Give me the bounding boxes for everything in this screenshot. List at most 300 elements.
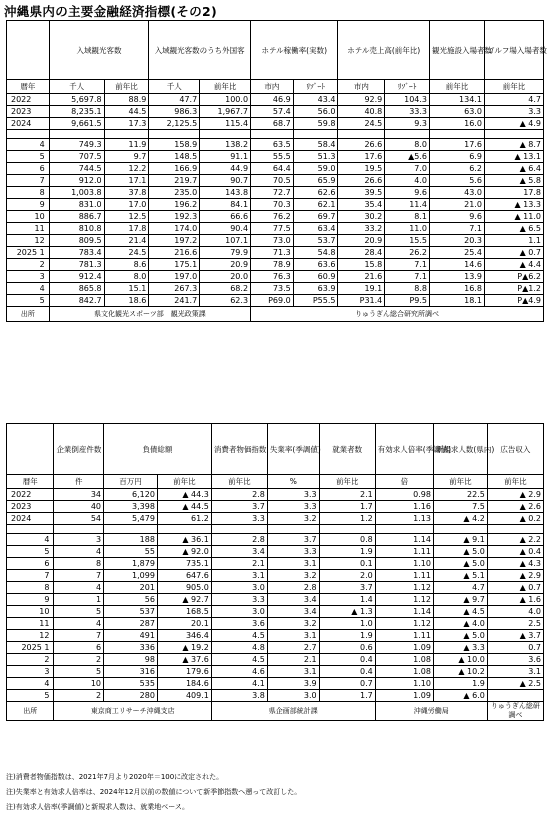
value-cell: 3.7 [267, 534, 319, 546]
source-ryugin: りゅうぎん総研調べ [487, 702, 543, 721]
table-row [7, 654, 544, 666]
value-cell: ▲ 4.5 [433, 606, 487, 618]
source-ryugin: りゅうぎん総合研究所調べ [251, 307, 544, 322]
header-foreign-visitors: 入域観光客数のうち外国客 [149, 21, 251, 80]
value-cell: 59.8 [293, 118, 338, 130]
value-cell: 166.9 [149, 163, 200, 175]
value-cell: 20.1 [157, 618, 211, 630]
value-cell: 91.1 [200, 151, 251, 163]
value-cell: ▲ 3.7 [487, 630, 543, 642]
value-cell: 0.7 [487, 642, 543, 654]
table-row [7, 546, 544, 558]
value-cell: 148.5 [149, 151, 200, 163]
value-cell: 1.2 [319, 513, 375, 525]
table-row [7, 271, 544, 283]
value-cell: 17.8 [484, 187, 543, 199]
value-cell: ▲ 4.0 [433, 618, 487, 630]
value-cell: 1.11 [375, 630, 433, 642]
value-cell: 3.0 [211, 582, 267, 594]
period-cell: 12 [7, 235, 50, 247]
table-row [7, 211, 544, 223]
value-cell: 1.7 [319, 501, 375, 513]
value-cell: 158.9 [149, 139, 200, 151]
value-cell: 4.1 [211, 678, 267, 690]
value-cell: 46.9 [251, 94, 294, 106]
value-cell [200, 130, 251, 139]
table-row [7, 118, 544, 130]
value-cell: 1.09 [375, 642, 433, 654]
value-cell: 0.4 [319, 666, 375, 678]
header-cpi: 消費者物価指数 [211, 424, 267, 475]
subheader-cell: 暦年 [7, 475, 54, 489]
period-cell: 5 [7, 151, 50, 163]
table-row [7, 582, 544, 594]
value-cell: 1.9 [433, 678, 487, 690]
value-cell: 30.2 [338, 211, 385, 223]
value-cell: 51.3 [293, 151, 338, 163]
value-cell: 14.6 [430, 259, 485, 271]
value-cell [49, 130, 104, 139]
table-row [7, 594, 544, 606]
value-cell: 905.0 [157, 582, 211, 594]
value-cell: 53.7 [293, 235, 338, 247]
table-row [7, 175, 544, 187]
value-cell: 17.6 [430, 139, 485, 151]
value-cell: 184.6 [157, 678, 211, 690]
value-cell: 63.6 [293, 259, 338, 271]
value-cell: 175.1 [149, 259, 200, 271]
value-cell: 4 [54, 618, 104, 630]
value-cell [430, 130, 485, 139]
value-cell: P▲1.2 [484, 283, 543, 295]
value-cell: 16.0 [430, 118, 485, 130]
period-cell: 4 [7, 678, 54, 690]
value-cell: 3.0 [267, 690, 319, 702]
value-cell: 1.14 [375, 606, 433, 618]
value-cell: 0.98 [375, 489, 433, 501]
value-cell: 3.2 [267, 513, 319, 525]
subheader-cell: ﾘｿﾞｰﾄ [293, 80, 338, 94]
value-cell: 143.8 [200, 187, 251, 199]
value-cell: 3.1 [211, 570, 267, 582]
value-cell: 84.1 [200, 199, 251, 211]
value-cell: 92.9 [338, 94, 385, 106]
value-cell [104, 130, 149, 139]
subheader-cell: 前年比 [104, 80, 149, 94]
header-unemployment: 失業率(季調値) [267, 424, 319, 475]
value-cell: 64.4 [251, 163, 294, 175]
value-cell: 1.4 [319, 594, 375, 606]
value-cell: 2 [54, 690, 104, 702]
value-cell: 1.11 [375, 570, 433, 582]
value-cell: 886.7 [49, 211, 104, 223]
header-bankruptcies: 企業倒産件数 [54, 424, 104, 475]
value-cell: 138.2 [200, 139, 251, 151]
subheader-cell: 市内 [251, 80, 294, 94]
value-cell: 43.0 [430, 187, 485, 199]
subheader-cell: 前年比 [200, 80, 251, 94]
value-cell: 63.5 [251, 139, 294, 151]
table-row [7, 501, 544, 513]
value-cell: 33.2 [338, 223, 385, 235]
value-cell: 60.9 [293, 271, 338, 283]
value-cell: 100.0 [200, 94, 251, 106]
value-cell: 20.9 [200, 259, 251, 271]
value-cell: ▲ 6.4 [484, 163, 543, 175]
table-row [7, 223, 544, 235]
period-cell: 2023 [7, 501, 54, 513]
value-cell: 62.3 [200, 295, 251, 307]
value-cell: ▲ 92.7 [157, 594, 211, 606]
table-row [7, 513, 544, 525]
value-cell: 20.9 [338, 235, 385, 247]
value-cell: 3.4 [211, 546, 267, 558]
period-cell: 7 [7, 570, 54, 582]
value-cell: 5 [54, 606, 104, 618]
value-cell: 865.8 [49, 283, 104, 295]
value-cell: 17.0 [104, 199, 149, 211]
value-cell: 55.5 [251, 151, 294, 163]
value-cell: ▲ 4.9 [484, 118, 543, 130]
value-cell: ▲ 92.0 [157, 546, 211, 558]
source-label: 出所 [7, 307, 50, 322]
value-cell: 24.5 [338, 118, 385, 130]
period-cell: 4 [7, 534, 54, 546]
value-cell: 0.7 [319, 678, 375, 690]
value-cell: 2.5 [487, 618, 543, 630]
value-cell: 188 [104, 534, 158, 546]
value-cell: 316 [104, 666, 158, 678]
value-cell: 54 [54, 513, 104, 525]
value-cell [267, 525, 319, 534]
subheader-cell: 件 [54, 475, 104, 489]
value-cell: 707.5 [49, 151, 104, 163]
value-cell: 9.6 [430, 211, 485, 223]
value-cell: 3.1 [267, 666, 319, 678]
value-cell: 409.1 [157, 690, 211, 702]
value-cell: 115.4 [200, 118, 251, 130]
value-cell: 1.08 [375, 654, 433, 666]
value-cell: 219.7 [149, 175, 200, 187]
corner-cell [7, 21, 50, 80]
value-cell: 3.6 [211, 618, 267, 630]
value-cell: 1,967.7 [200, 106, 251, 118]
period-cell: 2025 1 [7, 642, 54, 654]
period-cell: 11 [7, 618, 54, 630]
table-row [7, 199, 544, 211]
period-cell: 2022 [7, 489, 54, 501]
value-cell: 12.2 [104, 163, 149, 175]
value-cell: 1.11 [375, 546, 433, 558]
value-cell: ▲ 9.7 [433, 594, 487, 606]
value-cell: P31.4 [338, 295, 385, 307]
table-row [7, 606, 544, 618]
period-cell: 2024 [7, 513, 54, 525]
tourism-table [6, 20, 547, 322]
value-cell: 1.09 [375, 690, 433, 702]
value-cell: 62.6 [293, 187, 338, 199]
value-cell: ▲5.6 [385, 151, 430, 163]
value-cell: ▲ 8.7 [484, 139, 543, 151]
value-cell: 179.6 [157, 666, 211, 678]
period-cell: 4 [7, 283, 50, 295]
value-cell: 7.1 [385, 259, 430, 271]
value-cell: 3.2 [267, 618, 319, 630]
value-cell: 88.9 [104, 94, 149, 106]
value-cell [104, 525, 158, 534]
value-cell [54, 525, 104, 534]
value-cell: 57.4 [251, 106, 294, 118]
value-cell: 20.0 [200, 271, 251, 283]
value-cell: 4.5 [211, 654, 267, 666]
value-cell: ▲ 0.4 [487, 546, 543, 558]
value-cell: 18.6 [104, 295, 149, 307]
value-cell: 491 [104, 630, 158, 642]
period-cell: 11 [7, 223, 50, 235]
value-cell: 216.6 [149, 247, 200, 259]
table-row [7, 558, 544, 570]
table-row [7, 259, 544, 271]
header-job-ratio: 有効求人倍率(季調値) [375, 424, 433, 475]
value-cell: 781.3 [49, 259, 104, 271]
value-cell: 68.7 [251, 118, 294, 130]
value-cell: ▲ 1.6 [487, 594, 543, 606]
value-cell: 1.1 [484, 235, 543, 247]
value-cell: 72.7 [251, 187, 294, 199]
header-facility-visitors: 観光施設入場者数 [430, 21, 485, 80]
value-cell: 2 [54, 654, 104, 666]
value-cell: 26.6 [338, 175, 385, 187]
value-cell: ▲ 5.0 [433, 546, 487, 558]
value-cell [293, 130, 338, 139]
value-cell: 5 [54, 666, 104, 678]
value-cell: ▲ 10.0 [433, 654, 487, 666]
value-cell: 62.1 [293, 199, 338, 211]
value-cell: ▲ 2.5 [487, 678, 543, 690]
subheader-cell: % [267, 475, 319, 489]
period-cell: 6 [7, 558, 54, 570]
value-cell: 59.0 [293, 163, 338, 175]
value-cell: 21.6 [338, 271, 385, 283]
value-cell [433, 525, 487, 534]
value-cell: 107.1 [200, 235, 251, 247]
value-cell: 3 [54, 534, 104, 546]
value-cell: 3.0 [211, 606, 267, 618]
value-cell: 15.1 [104, 283, 149, 295]
value-cell: 336 [104, 642, 158, 654]
value-cell [211, 525, 267, 534]
value-cell: 8.6 [104, 259, 149, 271]
table-row [7, 151, 544, 163]
note-line: 注)有効求人倍率(季調値)と新規求人数は、就業地ベース。 [6, 803, 190, 811]
value-cell: ▲ 19.2 [157, 642, 211, 654]
value-cell: 79.9 [200, 247, 251, 259]
value-cell: ▲ 0.7 [484, 247, 543, 259]
period-cell: 3 [7, 271, 50, 283]
value-cell: 19.5 [338, 163, 385, 175]
value-cell: ▲ 9.1 [433, 534, 487, 546]
value-cell: ▲ 5.0 [433, 558, 487, 570]
subheader-cell: 暦年 [7, 80, 50, 94]
period-cell: 10 [7, 211, 50, 223]
period-cell: 3 [7, 666, 54, 678]
value-cell [338, 130, 385, 139]
value-cell: 24.5 [104, 247, 149, 259]
value-cell: 9.3 [385, 118, 430, 130]
value-cell: 33.3 [385, 106, 430, 118]
table-row [7, 642, 544, 654]
value-cell [484, 130, 543, 139]
value-cell: 735.1 [157, 558, 211, 570]
period-cell: 5 [7, 295, 50, 307]
value-cell: 8,235.1 [49, 106, 104, 118]
value-cell: 56 [104, 594, 158, 606]
value-cell: 6,120 [104, 489, 158, 501]
value-cell: 1.9 [319, 546, 375, 558]
value-cell: 986.3 [149, 106, 200, 118]
table-row [7, 489, 544, 501]
value-cell: 12.5 [104, 211, 149, 223]
value-cell: 43.4 [293, 94, 338, 106]
table-row [7, 534, 544, 546]
header-total-debt: 負債総額 [104, 424, 212, 475]
value-cell [157, 525, 211, 534]
value-cell: 912.4 [49, 271, 104, 283]
header-employed: 就業者数 [319, 424, 375, 475]
value-cell: ▲ 6.5 [484, 223, 543, 235]
source-labor: 沖縄労働局 [375, 702, 487, 721]
value-cell: 63.0 [430, 106, 485, 118]
value-cell: 3.3 [267, 546, 319, 558]
value-cell: 68.2 [200, 283, 251, 295]
value-cell: 1.13 [375, 513, 433, 525]
table-row [7, 678, 544, 690]
value-cell: 7.5 [433, 501, 487, 513]
subheader-cell: 千人 [149, 80, 200, 94]
period-cell: 8 [7, 187, 50, 199]
value-cell [319, 525, 375, 534]
value-cell: 1.14 [375, 534, 433, 546]
value-cell: ▲ 0.2 [487, 513, 543, 525]
value-cell: 18.1 [430, 295, 485, 307]
value-cell: 3.9 [267, 678, 319, 690]
value-cell: 70.5 [251, 175, 294, 187]
period-cell: 9 [7, 199, 50, 211]
value-cell [487, 525, 543, 534]
period-cell: 2 [7, 259, 50, 271]
value-cell: 3.6 [487, 654, 543, 666]
table-row [7, 187, 544, 199]
header-new-jobs: 新規求人数(県内) [433, 424, 487, 475]
value-cell: 37.8 [104, 187, 149, 199]
subheader-cell: 百万円 [104, 475, 158, 489]
value-cell: ▲ 36.1 [157, 534, 211, 546]
value-cell: 2.1 [267, 654, 319, 666]
value-cell: 15.8 [338, 259, 385, 271]
value-cell: 810.8 [49, 223, 104, 235]
value-cell: 4 [54, 582, 104, 594]
value-cell: 9.6 [385, 187, 430, 199]
value-cell: ▲ 5.0 [433, 630, 487, 642]
value-cell: P9.5 [385, 295, 430, 307]
value-cell: 63.9 [293, 283, 338, 295]
value-cell: 749.3 [49, 139, 104, 151]
note-line: 注)消費者物価指数は、2021年7月より2020年＝100に改定された。 [6, 773, 224, 781]
value-cell: 9,661.5 [49, 118, 104, 130]
value-cell: 22.5 [433, 489, 487, 501]
value-cell: 63.4 [293, 223, 338, 235]
table-row [7, 163, 544, 175]
table-row [7, 130, 544, 139]
note-line: 注)失業率と有効求人倍率は、2024年12月以前の数値について新季節指数へ遡って改訂した。 [6, 788, 302, 796]
period-cell: 8 [7, 582, 54, 594]
value-cell: 1,003.8 [49, 187, 104, 199]
value-cell: 3.3 [211, 513, 267, 525]
period-cell: 7 [7, 175, 50, 187]
value-cell: ▲ 10.2 [433, 666, 487, 678]
period-cell: 5 [7, 690, 54, 702]
value-cell: 201 [104, 582, 158, 594]
value-cell: 71.3 [251, 247, 294, 259]
value-cell: 5,479 [104, 513, 158, 525]
value-cell: 5,697.8 [49, 94, 104, 106]
value-cell: ▲ 4.2 [433, 513, 487, 525]
value-cell: 4.0 [385, 175, 430, 187]
value-cell: 16.8 [430, 283, 485, 295]
value-cell: 17.3 [104, 118, 149, 130]
value-cell: 34 [54, 489, 104, 501]
value-cell: 9.7 [104, 151, 149, 163]
value-cell: 54.8 [293, 247, 338, 259]
value-cell: 8.8 [385, 283, 430, 295]
value-cell: 4.7 [484, 94, 543, 106]
value-cell: 6.2 [430, 163, 485, 175]
value-cell: ▲ 0.7 [487, 582, 543, 594]
value-cell: P▲4.9 [484, 295, 543, 307]
header-golf-visitors: ゴルフ場入場者数 [484, 21, 543, 80]
value-cell: 10 [54, 678, 104, 690]
table-row [7, 283, 544, 295]
value-cell: 0.4 [319, 654, 375, 666]
value-cell: 3.8 [211, 690, 267, 702]
value-cell: P55.5 [293, 295, 338, 307]
value-cell: 7.0 [385, 163, 430, 175]
source-stats: 県企画部統計課 [211, 702, 375, 721]
value-cell: 1.12 [375, 594, 433, 606]
header-hotel-sales: ホテル売上高(前年比) [338, 21, 430, 80]
subheader-cell: 倍 [375, 475, 433, 489]
value-cell: 44.9 [200, 163, 251, 175]
source-tsr: 東京商工リサーチ沖縄支店 [54, 702, 211, 721]
table-row [7, 106, 544, 118]
value-cell: ▲ 11.0 [484, 211, 543, 223]
value-cell: 17.1 [104, 175, 149, 187]
value-cell: 267.3 [149, 283, 200, 295]
value-cell: 197.2 [149, 235, 200, 247]
value-cell: 647.6 [157, 570, 211, 582]
value-cell: ▲ 3.3 [433, 642, 487, 654]
value-cell: 3.7 [319, 582, 375, 594]
value-cell: 192.3 [149, 211, 200, 223]
period-cell: 2022 [7, 94, 50, 106]
period-cell [7, 525, 54, 534]
table-row [7, 618, 544, 630]
value-cell: 842.7 [49, 295, 104, 307]
value-cell: 280 [104, 690, 158, 702]
value-cell: ▲ 6.0 [433, 690, 487, 702]
period-cell: 4 [7, 139, 50, 151]
period-cell: 5 [7, 546, 54, 558]
